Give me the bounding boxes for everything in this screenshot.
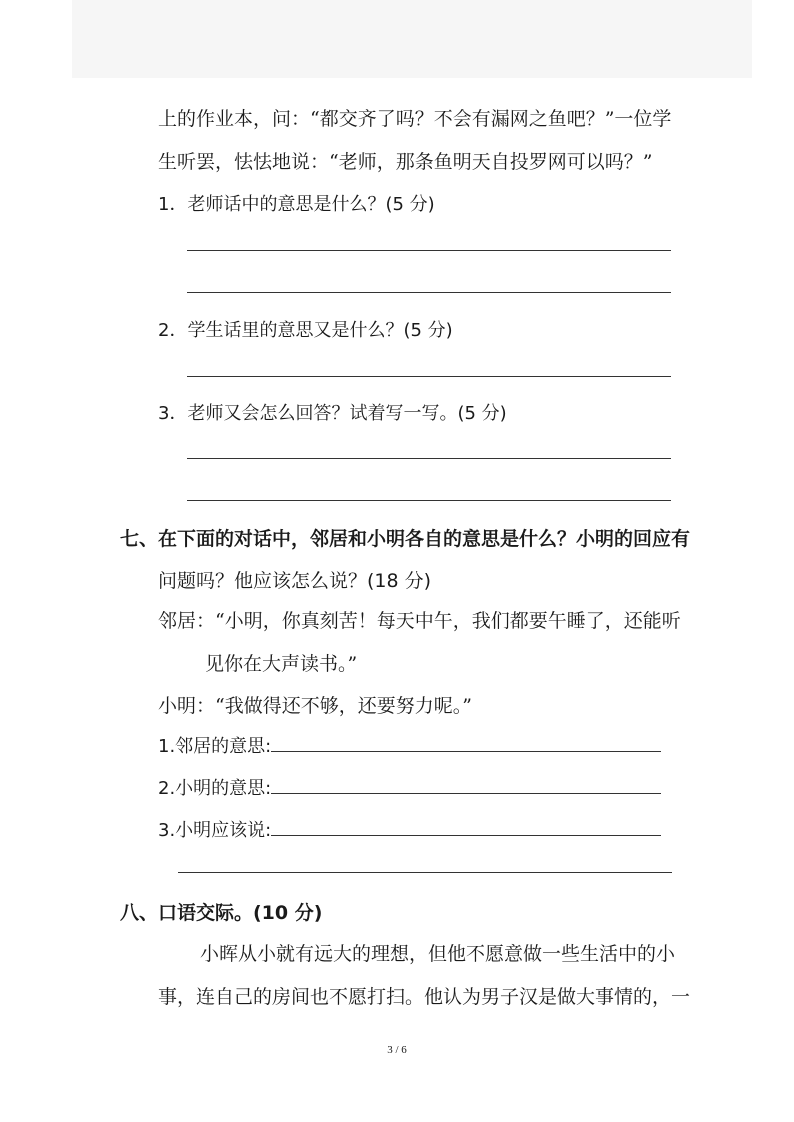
- answer-row-neighbor-meaning: [158, 732, 661, 758]
- xiaoming-line: 小明：“我做得还不够，还要努力呢。”: [158, 695, 472, 717]
- answer-blank[interactable]: [271, 835, 661, 836]
- answer-line[interactable]: [187, 376, 671, 377]
- passage-line-2: 生听罢，怯怯地说：“老师，那条鱼明天自投罗网可以吗？”: [158, 151, 653, 173]
- section-8-paragraph-line-2: 事，连自己的房间也不愿打扫。他认为男子汉是做大事情的，一: [158, 986, 691, 1008]
- answer-label: 1.邻居的意思:: [158, 736, 272, 757]
- section-8-paragraph-line-1: 小晖从小就有远大的理想，但他不愿意做一些生活中的小: [200, 943, 676, 965]
- answer-row-xiaoming-should-say: [158, 816, 661, 842]
- question-1: 1．老师话中的意思是什么？(5 分): [158, 194, 435, 215]
- neighbor-line-2: 见你在大声读书。”: [205, 653, 358, 675]
- answer-blank[interactable]: [271, 793, 661, 794]
- question-3: 3．老师又会怎么回答？试着写一写。(5 分): [158, 403, 507, 424]
- neighbor-line-1: 邻居：“小明，你真刻苦！每天中午，我们都要午睡了，还能听: [158, 610, 681, 632]
- answer-label: 2.小明的意思:: [158, 778, 272, 799]
- page-number: 3 / 6: [387, 1044, 407, 1056]
- passage-line-1: 上的作业本，问：“都交齐了吗？不会有漏网之鱼吧？”一位学: [158, 108, 672, 130]
- answer-row-xiaoming-meaning: [158, 774, 661, 800]
- answer-blank[interactable]: [271, 751, 661, 752]
- answer-line[interactable]: [187, 292, 671, 293]
- answer-line[interactable]: [187, 250, 671, 251]
- section-7-heading-line-2: 问题吗？他应该怎么说？(18 分): [158, 570, 432, 592]
- question-2: 2．学生话里的意思又是什么？(5 分): [158, 320, 453, 341]
- section-7-heading-line-1: 七、在下面的对话中，邻居和小明各自的意思是什么？小明的回应有: [120, 528, 691, 550]
- answer-line[interactable]: [187, 458, 671, 459]
- answer-line[interactable]: [178, 872, 672, 873]
- answer-line[interactable]: [187, 500, 671, 501]
- answer-label: 3.小明应该说:: [158, 820, 272, 841]
- header-band: [72, 0, 752, 78]
- section-8-heading: 八、口语交际。(10 分): [120, 902, 323, 924]
